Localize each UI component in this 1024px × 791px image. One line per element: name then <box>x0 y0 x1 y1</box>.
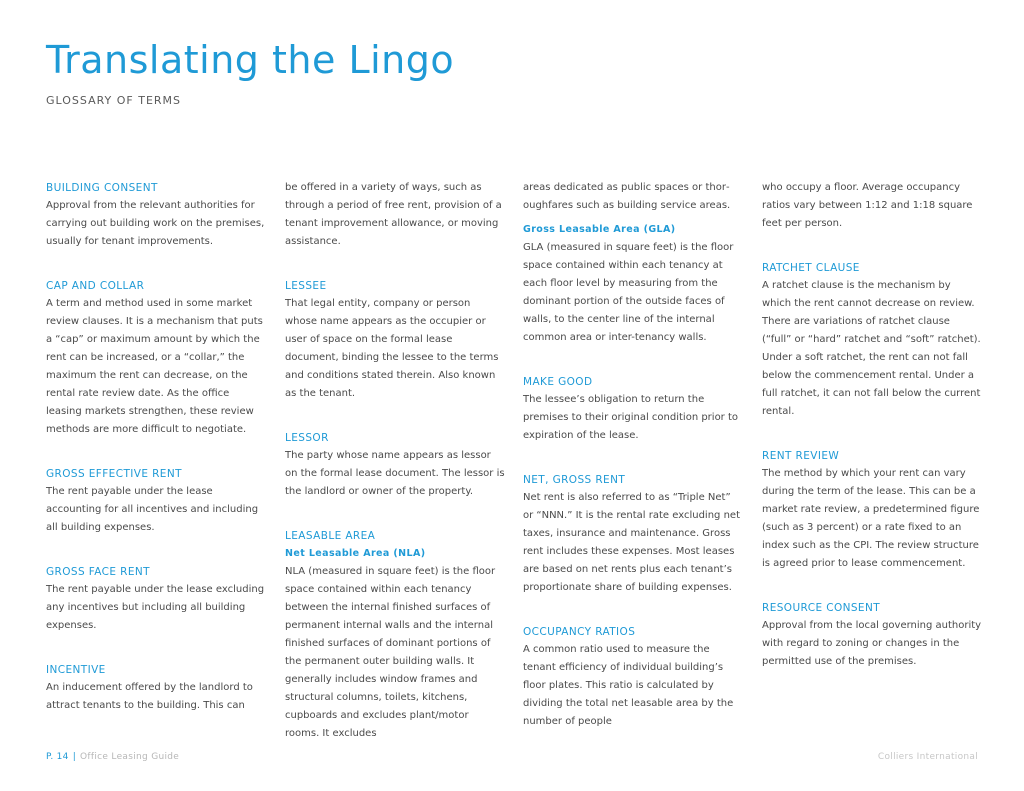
term-heading-rent-review: RENT REVIEW <box>762 450 840 462</box>
term-definition-occupancy-ratios-continued: who occupy a floor. Average occupancy ratios vary between 1:12 and 1:18 square feet per person. <box>762 182 973 229</box>
term-heading-net-gross-rent: NET, GROSS RENT <box>523 474 626 486</box>
page-footer <box>46 752 179 762</box>
term-heading-building-consent: BUILDING CONSENT <box>46 182 158 194</box>
term-definition-incentive: An inducement offered by the landlord to attract tenants to the building. This can <box>46 682 253 711</box>
term-heading-incentive: INCENTIVE <box>46 664 106 676</box>
term-definition-nla-continued: areas dedicated as public spaces or thoroughfares such as building service areas. <box>523 182 731 211</box>
term-subheading-gla: Gross Leasable Area (GLA) <box>523 224 676 235</box>
page-title: Translating the Lingo <box>46 38 455 82</box>
term-heading-leasable-area: LEASABLE AREA <box>285 530 376 542</box>
term-definition-gross-face-rent: The rent payable under the lease excluding any incentives but including all building expenses. <box>46 584 265 631</box>
term-heading-lessor: LESSOR <box>285 432 329 444</box>
term-definition-occupancy-ratios: A common ratio used to measure the tenant efficiency of individual building’s floor plates. This ratio is calculated by dividing the total net leasable area by the number of people <box>523 644 734 727</box>
term-definition-incentive-continued: be offered in a variety of ways, such as through a period of free rent, provision of a tenant improvement allowance, or moving assistance. <box>285 182 502 247</box>
glossary-column-3 <box>523 179 743 731</box>
term-definition-lessor: The party whose name appears as lessor on the formal lease document. The lessor is the landlord or owner of the property. <box>285 450 505 497</box>
term-definition-ratchet-clause: A ratchet clause is the mechanism by which the rent cannot decrease on review. There are variations of ratchet clause (“full” or “hard” ratchet and “soft” ratchet). Under a soft ratchet, the rent can not fall below the commencement rental. Under a full ratchet, it can not fall below the current rental. <box>762 280 981 417</box>
term-definition-cap-and-collar: A term and method used in some market review clauses. It is a mechanism that puts a “cap” or maximum amount by which the rent can be increased, or a “collar,” the maximum the rent can decrease, on the rental rate review date. As the office leasing markets strengthen, these review methods are more difficult to negotiate. <box>46 298 263 435</box>
term-definition-resource-consent: Approval from the local governing authority with regard to zoning or changes in the permitted use of the premises. <box>762 620 982 667</box>
glossary-column-4 <box>762 179 982 671</box>
glossary-column-1 <box>46 179 266 715</box>
glossary-column-2 <box>285 179 505 743</box>
term-definition-gross-effective-rent: The rent payable under the lease accounting for all incentives and including all building expenses. <box>46 486 259 533</box>
term-definition-gla: GLA (measured in square feet) is the floor space contained within each tenancy at each floor level by measuring from the dominant portion of the outside faces of walls, to the center line of the internal common area or inter-tenancy walls. <box>523 242 734 343</box>
term-heading-lessee: LESSEE <box>285 280 327 292</box>
term-definition-nla: NLA (measured in square feet) is the floor space contained within each tenancy between the internal finished surfaces of permanent internal walls and the internal finished surfaces of dominant portions of the permanent outer building walls. It generally includes window frames and structural columns, toilets, kitchens, cupboards and excludes plant/motor rooms. It excludes <box>285 566 496 739</box>
term-subheading-nla: Net Leasable Area (NLA) <box>285 548 426 559</box>
term-definition-building-consent: Approval from the relevant authorities for carrying out building work on the premises, usually for tenant improvements. <box>46 200 265 247</box>
term-heading-gross-effective-rent: GROSS EFFECTIVE RENT <box>46 468 182 480</box>
page-subtitle: GLOSSARY OF TERMS <box>46 94 182 107</box>
term-heading-resource-consent: RESOURCE CONSENT <box>762 602 881 614</box>
term-heading-ratchet-clause: RATCHET CLAUSE <box>762 262 860 274</box>
term-heading-occupancy-ratios: OCCUPANCY RATIOS <box>523 626 636 638</box>
term-heading-cap-and-collar: CAP AND COLLAR <box>46 280 145 292</box>
company-name: Colliers International <box>877 752 978 762</box>
footer-separator: | <box>72 752 77 762</box>
guide-title: Office Leasing Guide <box>80 752 180 762</box>
term-definition-net-gross-rent: Net rent is also referred to as “Triple Net” or “NNN.” It is the rental rate excluding net taxes, insurance and maintenance. Gross rent includes these expenses. Most leases are based on net rents plus each tenant’s proportionate share of building expenses. <box>523 492 740 593</box>
term-heading-make-good: MAKE GOOD <box>523 376 593 388</box>
term-definition-make-good: The lessee’s obligation to return the premises to their original condition prior to expiration of the lease. <box>523 394 739 441</box>
term-heading-gross-face-rent: GROSS FACE RENT <box>46 566 150 578</box>
term-definition-lessee: That legal entity, company or person whose name appears as the occupier or user of space on the formal lease document, binding the lessee to the terms and conditions stated therein. Also known as the tenant. <box>285 298 499 399</box>
page-number: P. 14 <box>46 752 69 762</box>
term-definition-rent-review: The method by which your rent can vary during the term of the lease. This can be a market rate review, a predetermined figure (such as 3 percent) or a rate fixed to an index such as the CPI. The review structure is agreed prior to lease commencement. <box>762 468 980 569</box>
